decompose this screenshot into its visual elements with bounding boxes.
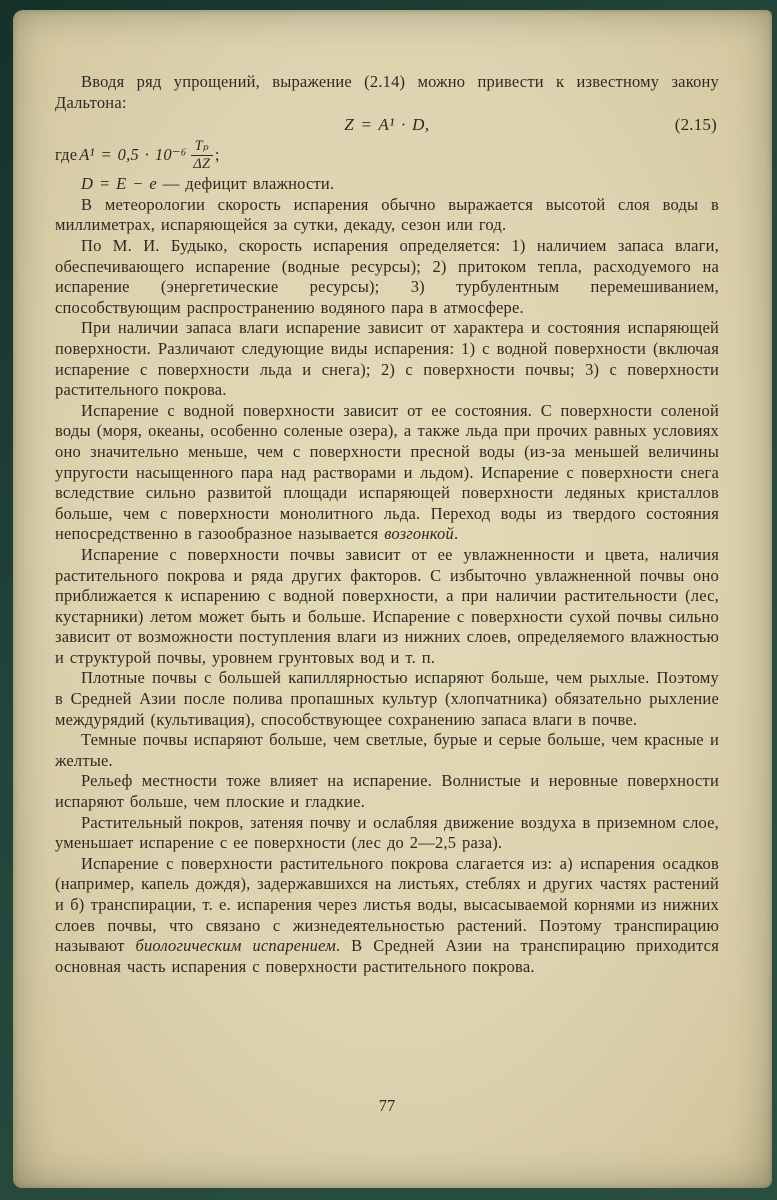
where-tail: ; xyxy=(214,145,220,165)
paragraph xyxy=(55,195,719,236)
paragraph xyxy=(55,72,719,113)
text-run: Испарение с водной поверхности зависит от ее состояния. С поверхности соленой воды (моря, океаны, особенно соленые озера), а также льда при прочих равных условиях оно значительно меньше, чем с поверхности пресной воды (из-за меньшей величины упругости насыщенного пара над растворами и льдом). Испарение с поверхности снега вследствие сильно развитой площади испаряющей поверхности ледяных кристаллов больше, чем с поверхности монолитного льда. Переход воды из твердого состояния непосредственно в газообразное называется xyxy=(55,400,719,544)
text-run: Темные почвы испаряют больше, чем светлые, бурые и серые больше, чем красные и желтые. xyxy=(55,730,719,770)
where-expression: A¹ = 0,5 · 10⁻⁶ xyxy=(79,145,187,165)
paragraph xyxy=(55,318,719,400)
fraction-denominator: ΔZ xyxy=(193,156,211,172)
text-run: Растительный покров, затеняя почву и ослабляя движение воздуха в приземном слое, уменьшает испарение с ее поверхности (лес до 2—2,5 раза). xyxy=(55,812,719,853)
paragraph xyxy=(55,545,719,669)
formula-row xyxy=(55,115,719,136)
formula-expression: Z = A¹ · D, xyxy=(344,115,430,135)
paragraph xyxy=(55,730,719,771)
text-run: — дефицит влажности. xyxy=(156,174,335,194)
text-run: Рельеф местности тоже влияет на испарение. Волнистые и неровные поверхности испаряют больше, чем плоские и гладкие. xyxy=(55,771,719,812)
text-run: . xyxy=(453,524,459,544)
text-run: По М. И. Будыко, скорость испарения определяется: 1) наличием запаса влаги, обеспечивающего испарение (водные ресурсы); 2) притоком тепла, расходуемого на испарение (энергетические ресурсы); 3) турбулентным перемешиванием, способствующим распространению водяного пара в атмосфере. xyxy=(55,236,719,317)
page-number: 77 xyxy=(378,1096,396,1115)
where-definition-row xyxy=(55,139,719,172)
text-run: возгонкой xyxy=(384,524,454,544)
text-run: Плотные почвы с большей капиллярностью испаряют больше, чем рыхлые. Поэтому в Средней Азии после полива пропашных культур (хлопчатника) обязательно рыхление междурядий (культивация), способствующее сохранению запаса влаги в почве. xyxy=(55,668,719,729)
where-lead: где xyxy=(55,145,78,165)
paragraph xyxy=(55,174,719,195)
paper xyxy=(13,10,772,1188)
paragraph xyxy=(55,771,719,812)
text-run: Испарение с поверхности растительного покрова слагается из: а) испарения осадков (например, капель дождя), задержавшихся на листьях, стеблях и других частях растений и б) транспирации, т. е. испарения через листья воды, высасываемой корнями из нижних слоев почвы, что связано с жизнедеятельностью растений. Поэтому транспирацию называют xyxy=(55,853,719,956)
fraction xyxy=(191,139,213,172)
paragraph xyxy=(55,854,719,978)
text-run: биологическим испарением xyxy=(135,936,336,956)
text-run: В метеорологии скорость испарения обычно выражается высотой слоя воды в миллиметрах, испаряющейся за сутки, декаду, сезон или год. xyxy=(55,194,719,235)
fraction-numerator: Tₚ xyxy=(191,139,213,156)
equation-number: (2.15) xyxy=(674,115,717,135)
text-run: Вводя ряд упрощений, выражение (2.14) можно привести к известному закону Дальтона: xyxy=(55,72,719,112)
text-run: При наличии запаса влаги испарение зависит от характера и состояния испаряющей поверхности. Различают следующие виды испарения: 1) с водной поверхности (включая испарение с поверхности льда и снега); 2) с поверхности почвы; 3) с поверхности растительного покрова. xyxy=(55,318,719,400)
paragraph xyxy=(55,236,719,318)
text-run: Испарение с поверхности почвы зависит от ее увлажненности и цвета, наличия растительного покрова и ряда других факторов. С избыточно увлажненной почвы оно приближается к испарению с водной поверхности, а при наличии растительности (лес, кустарники) летом может быть и больше. Испарение с поверхности сухой почвы сильно зависит от возможности поступления влаги из нижних слоев, определяемого влажностью и структурой почвы, уровнем грунтовых вод и т. п. xyxy=(55,544,719,667)
text-run: . В Средней Азии на транспирацию приходится основная часть испарения с поверхности растительного покрова. xyxy=(55,936,719,976)
paragraph xyxy=(55,668,719,730)
paragraph xyxy=(55,813,719,854)
text-column xyxy=(55,72,719,977)
paragraph xyxy=(55,401,719,545)
text-run: D = E − e xyxy=(81,174,157,194)
